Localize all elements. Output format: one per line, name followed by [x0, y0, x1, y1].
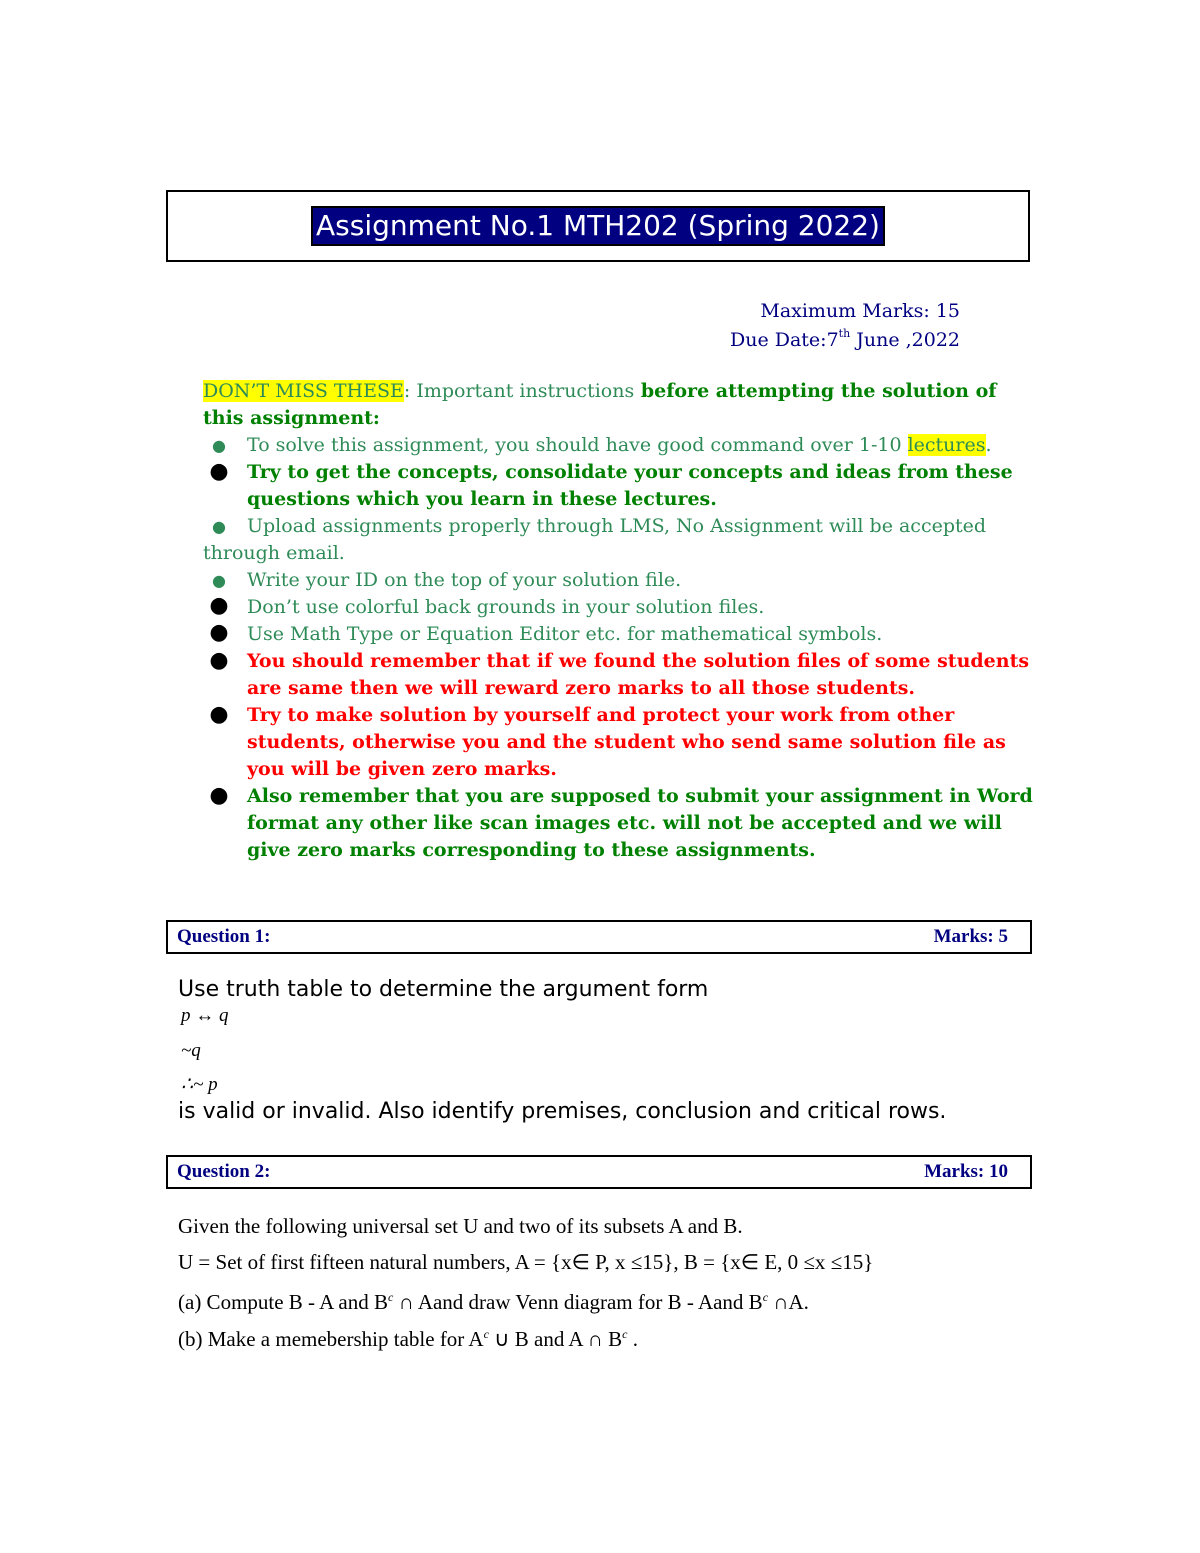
question-1-outro: is valid or invalid. Also identify premises, conclusion and critical rows. [178, 1099, 947, 1124]
list-item [203, 432, 1033, 459]
item-text-wrap: through email. [203, 542, 345, 564]
item-text: You should remember that if we found the solution files of some students are same then we will reward zero marks to all those students. [247, 650, 1030, 699]
part-b-text: (b) Make a memebership table for A [178, 1327, 484, 1351]
dont-miss-highlight: DON’T MISS THESE [203, 380, 404, 402]
lectures-highlight: lectures [907, 434, 986, 456]
part-a-text: (a) Compute B - A and B [178, 1290, 388, 1314]
instructions-lead [203, 378, 1033, 432]
part-a-sup: c [387, 1290, 394, 1304]
part-a-end: ∩A. [768, 1290, 809, 1314]
item-text: Try to get the concepts, consolidate your concepts and ideas from these questions which you learn in these lectures. [247, 461, 1013, 510]
maximum-marks: Maximum Marks: 15 [760, 300, 960, 322]
bullet-icon: ● [209, 701, 229, 727]
bullet-icon: ● [212, 436, 226, 455]
question-1-label: Question 1: [177, 926, 271, 947]
item-text: Don’t use colorful back grounds in your solution files. [247, 596, 765, 618]
question-2-label: Question 2: [177, 1161, 271, 1182]
bullet-icon: ● [209, 458, 229, 484]
part-a-sup-2: c [762, 1290, 769, 1304]
due-date [730, 327, 960, 351]
item-text: Also remember that you are supposed to submit your assignment in Word format any other like scan images etc. will not be accepted and we will give zero marks corresponding to these assignments. [247, 785, 1033, 861]
conclusion: ∴~ p [181, 1074, 218, 1095]
lead-colon: : [403, 380, 411, 402]
due-date-suffix: June ,2022 [850, 329, 960, 351]
item-text: Use Math Type or Equation Editor etc. for mathematical symbols. [247, 623, 883, 645]
lead-plain: Important instructions [410, 380, 635, 402]
bullet-icon: ● [212, 517, 226, 536]
list-item [203, 702, 1033, 783]
item-text-end: . [985, 434, 992, 456]
list-item [203, 648, 1033, 702]
lead-bold: before attempting the solution of this assignment: [203, 380, 997, 429]
due-date-prefix: Due Date:7 [729, 329, 839, 351]
question-1-marks: Marks: 5 [933, 926, 1008, 947]
part-a-rest: ∩ Aand draw Venn diagram for B - Aand B [393, 1290, 763, 1314]
due-date-sup: th [838, 327, 851, 340]
question-2-sets: U = Set of first fifteen natural numbers, A = {x∈ P, x ≤15}, B = {x∈ E, 0 ≤x ≤15} [178, 1250, 874, 1274]
part-b-sup-2: c [622, 1327, 628, 1341]
part-b-mid: ∪ B and A ∩ B [488, 1327, 623, 1351]
question-2-marks: Marks: 10 [924, 1161, 1008, 1182]
list-item [203, 513, 1033, 567]
question-1-intro: Use truth table to determine the argument form [178, 977, 709, 1002]
instruction-list [203, 432, 1033, 864]
list-item [203, 567, 1033, 594]
item-text: Upload assignments properly through LMS, No Assignment will be accepted [247, 515, 987, 537]
item-text: Write your ID on the top of your solution file. [247, 569, 682, 591]
question-2-intro: Given the following universal set U and two of its subsets A and B. [178, 1214, 743, 1238]
list-item [203, 459, 1033, 513]
question-2-header [166, 1155, 1032, 1189]
list-item [203, 621, 1033, 648]
part-b-end: . [627, 1327, 638, 1351]
question-2-part-a [178, 1290, 809, 1315]
page-title: Assignment No.1 MTH202 (Spring 2022) [312, 207, 884, 245]
title-box [166, 190, 1030, 262]
bullet-icon: ● [209, 647, 229, 673]
part-b-sup: c [483, 1327, 489, 1341]
instructions [203, 378, 1033, 864]
item-text: To solve this assignment, you should have good command over 1-10 [247, 434, 908, 456]
list-item [203, 783, 1033, 864]
item-text: Try to make solution by yourself and protect your work from other students, otherwise you and the student who send same solution file as you will be given zero marks. [247, 704, 1006, 780]
bullet-icon: ● [212, 571, 226, 590]
bullet-icon: ● [209, 620, 229, 645]
question-2-part-b [178, 1327, 638, 1352]
question-1-header [166, 920, 1032, 954]
bullet-icon: ● [209, 782, 229, 808]
bullet-icon: ● [209, 593, 229, 618]
premise-2: ~q [181, 1040, 201, 1061]
list-item [203, 594, 1033, 621]
premise-1: p ↔ q [181, 1005, 229, 1026]
